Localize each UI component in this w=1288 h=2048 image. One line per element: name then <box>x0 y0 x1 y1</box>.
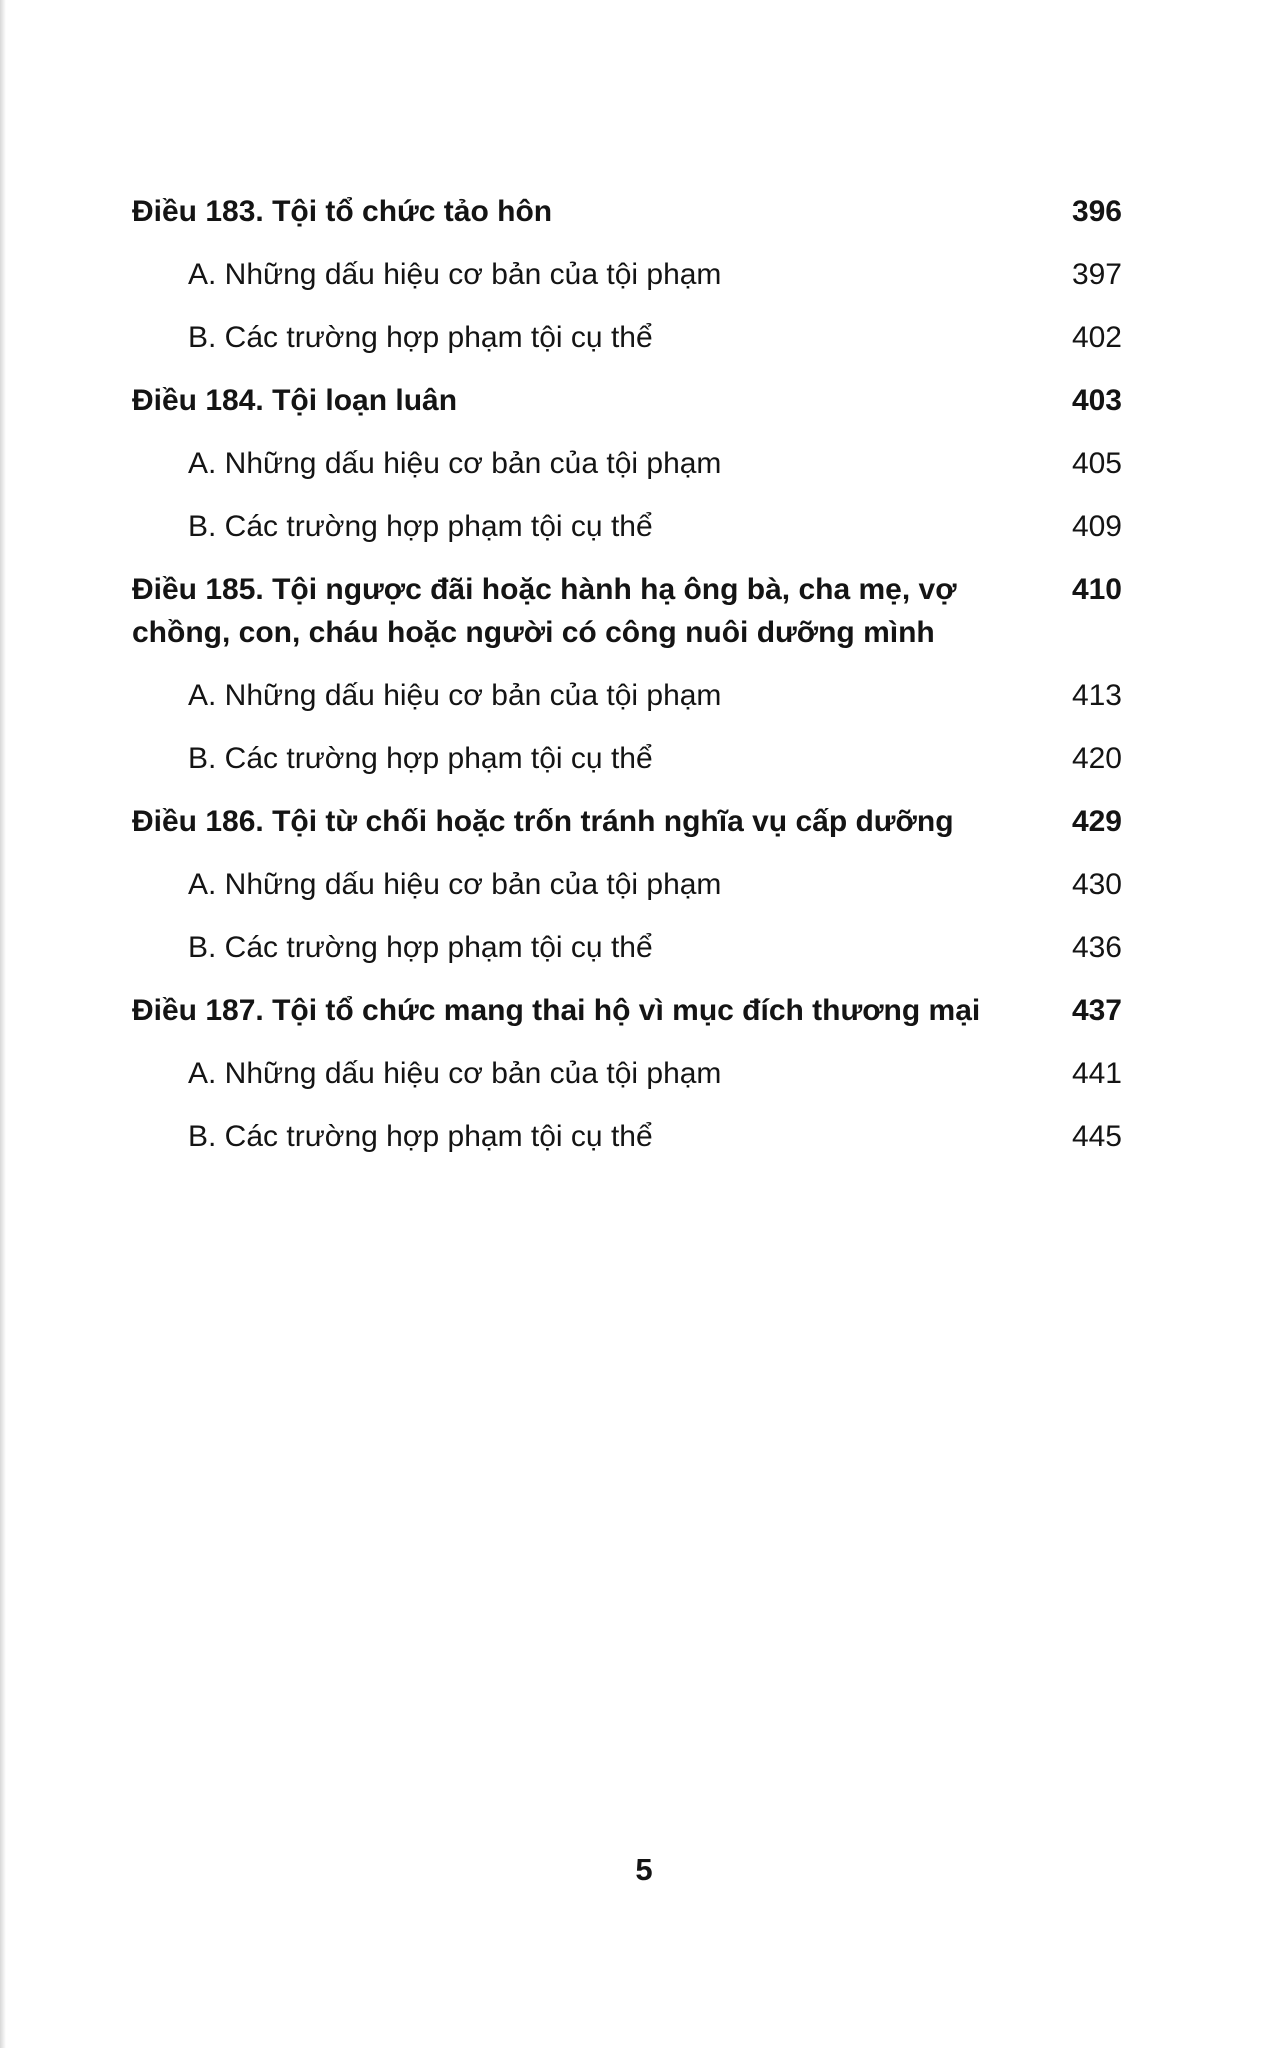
page-number: 5 <box>635 1852 653 1887</box>
toc-subsection-entry <box>132 1052 1122 1095</box>
toc-entry-label: Điều 186. Tội từ chối hoặc trốn tránh nghĩa vụ cấp dưỡng <box>132 805 954 838</box>
toc-subsection-entry <box>132 442 1122 485</box>
toc-subsection-entry <box>132 316 1122 359</box>
toc-entry-label: Điều 185. Tội ngược đãi hoặc hành hạ ông bà, cha mẹ, vợ chồng, con, cháu hoặc người có công nuôi dưỡng mình <box>132 573 957 649</box>
toc-entry-label: Điều 187. Tội tổ chức mang thai hộ vì mục đích thương mại <box>132 994 981 1027</box>
toc-article-entry <box>132 989 1122 1032</box>
toc-entry-label: Điều 184. Tội loạn luân <box>132 384 458 417</box>
toc-entry-page-number: 420 <box>1071 742 1122 775</box>
toc-article-entry <box>132 190 1122 233</box>
toc-subsection-entry <box>132 253 1122 296</box>
toc-entry-page-number: 402 <box>1071 321 1122 354</box>
toc-entry-label: A. Những dấu hiệu cơ bản của tội phạm <box>188 1057 722 1090</box>
toc-entry-label: B. Các trường hợp phạm tội cụ thể <box>188 742 653 775</box>
toc-entry-page-number: 436 <box>1071 931 1122 964</box>
toc-entry-label: Điều 183. Tội tổ chức tảo hôn <box>132 195 553 228</box>
toc-entry-page-number: 445 <box>1071 1120 1122 1153</box>
toc-entry-label: B. Các trường hợp phạm tội cụ thể <box>188 1120 653 1153</box>
toc-entry-page-number: 397 <box>1071 258 1122 291</box>
toc-entry-page-number: 429 <box>1071 805 1122 838</box>
toc-entry-page-number: 409 <box>1071 510 1122 543</box>
toc-subsection-entry <box>132 505 1122 548</box>
toc-article-entry <box>132 800 1122 843</box>
table-of-contents <box>132 190 1122 1158</box>
toc-entry-label: B. Các trường hợp phạm tội cụ thể <box>188 321 653 354</box>
toc-subsection-entry <box>132 737 1122 780</box>
toc-subsection-entry <box>132 926 1122 969</box>
toc-article-entry <box>132 568 1122 654</box>
toc-entry-page-number: 396 <box>1071 195 1122 228</box>
toc-entry-page-number: 413 <box>1071 679 1122 712</box>
toc-entry-page-number: 437 <box>1071 994 1122 1027</box>
toc-article-entry <box>132 379 1122 422</box>
toc-entry-label: A. Những dấu hiệu cơ bản của tội phạm <box>188 868 722 901</box>
toc-entry-page-number: 405 <box>1071 447 1122 480</box>
toc-entry-page-number: 410 <box>1071 573 1122 606</box>
toc-subsection-entry <box>132 863 1122 906</box>
toc-entry-page-number: 441 <box>1071 1057 1122 1090</box>
toc-entry-label: A. Những dấu hiệu cơ bản của tội phạm <box>188 258 722 291</box>
toc-entry-label: B. Các trường hợp phạm tội cụ thể <box>188 931 653 964</box>
toc-subsection-entry <box>132 674 1122 717</box>
toc-entry-page-number: 430 <box>1071 868 1122 901</box>
page-edge-shadow <box>0 0 6 2048</box>
toc-entry-page-number: 403 <box>1071 384 1122 417</box>
toc-entry-label: B. Các trường hợp phạm tội cụ thể <box>188 510 653 543</box>
toc-entry-label: A. Những dấu hiệu cơ bản của tội phạm <box>188 679 722 712</box>
toc-subsection-entry <box>132 1115 1122 1158</box>
toc-entry-label: A. Những dấu hiệu cơ bản của tội phạm <box>188 447 722 480</box>
